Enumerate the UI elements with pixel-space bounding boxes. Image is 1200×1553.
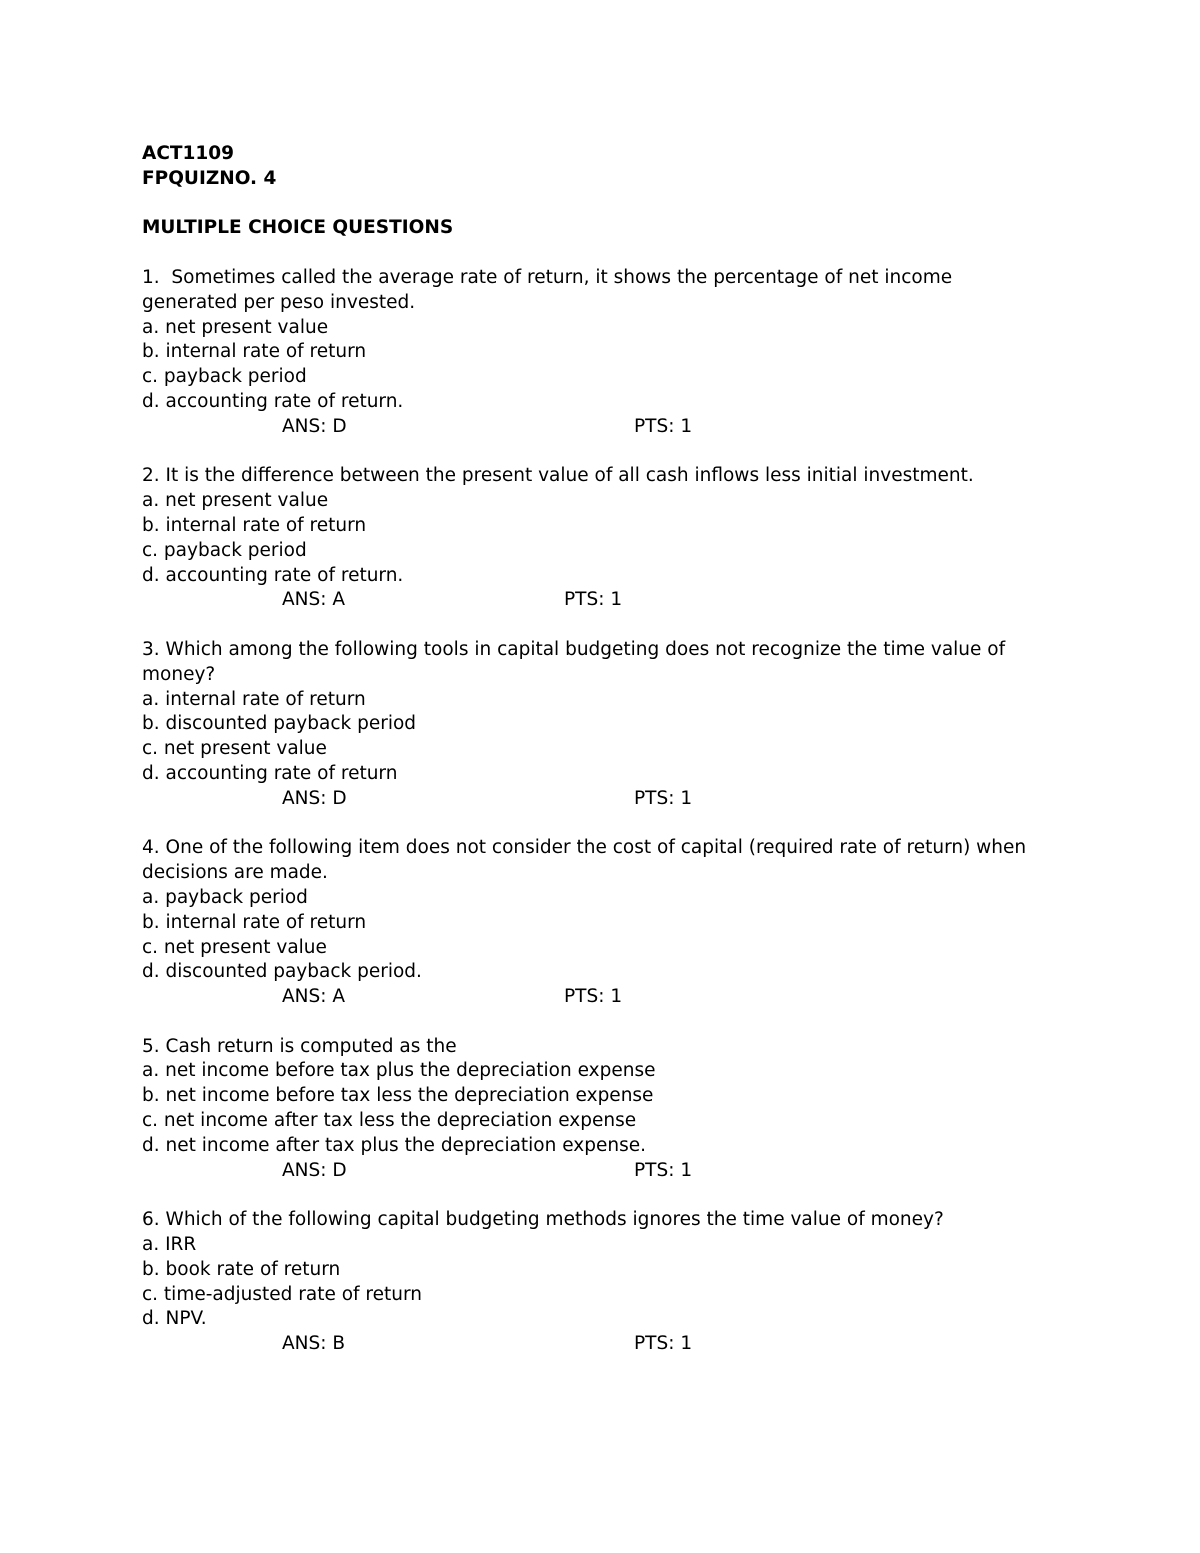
choice-b: b. discounted payback period bbox=[142, 713, 417, 735]
points: PTS: 1 bbox=[564, 589, 623, 611]
points: PTS: 1 bbox=[634, 415, 693, 437]
choice-c: c. net present value bbox=[142, 738, 327, 760]
question-6 bbox=[142, 1208, 1062, 1357]
spacer bbox=[142, 812, 1062, 837]
spacer bbox=[142, 440, 1062, 465]
spacer bbox=[142, 1183, 1062, 1208]
answer-key: ANS: D bbox=[282, 415, 347, 437]
choice-d: d. discounted payback period. bbox=[142, 961, 422, 983]
points: PTS: 1 bbox=[634, 1159, 693, 1181]
section-title: MULTIPLE CHOICE QUESTIONS bbox=[142, 217, 454, 239]
choice-b: b. internal rate of return bbox=[142, 514, 367, 536]
choice-d: d. accounting rate of return. bbox=[142, 390, 404, 412]
question-text: 2. It is the difference between the present value of all cash inflows less initial investment. bbox=[142, 465, 974, 487]
points: PTS: 1 bbox=[634, 787, 693, 809]
quiz-document bbox=[142, 142, 1062, 1357]
choice-a: a. internal rate of return bbox=[142, 688, 366, 710]
choice-c: c. net present value bbox=[142, 936, 327, 958]
choice-c: c. net income after tax less the depreciation expense bbox=[142, 1110, 637, 1132]
choice-b: b. book rate of return bbox=[142, 1258, 341, 1280]
question-text: decisions are made. bbox=[142, 862, 328, 884]
question-text: 1. Sometimes called the average rate of return, it shows the percentage of net income bbox=[142, 266, 953, 288]
choice-d: d. accounting rate of return bbox=[142, 762, 398, 784]
question-text: generated per peso invested. bbox=[142, 291, 416, 313]
choice-d: d. accounting rate of return. bbox=[142, 564, 404, 586]
choice-c: c. time-adjusted rate of return bbox=[142, 1283, 422, 1305]
question-text: 6. Which of the following capital budgeting methods ignores the time value of money? bbox=[142, 1209, 944, 1231]
choice-a: a. net present value bbox=[142, 316, 329, 338]
choice-b: b. internal rate of return bbox=[142, 341, 367, 363]
answer-key: ANS: D bbox=[282, 1159, 347, 1181]
spacer bbox=[142, 1010, 1062, 1035]
question-text: 3. Which among the following tools in capital budgeting does not recognize the time value of bbox=[142, 638, 1006, 660]
choice-a: a. net present value bbox=[142, 490, 329, 512]
answer-key: ANS: A bbox=[282, 589, 346, 611]
answer-row bbox=[142, 1159, 1062, 1184]
spacer bbox=[142, 613, 1062, 638]
choice-a: a. net income before tax plus the depreciation expense bbox=[142, 1060, 656, 1082]
question-3 bbox=[142, 638, 1062, 812]
answer-key: ANS: B bbox=[282, 1333, 346, 1355]
choice-c: c. payback period bbox=[142, 366, 307, 388]
answer-key: ANS: A bbox=[282, 986, 346, 1008]
answer-row bbox=[142, 588, 1062, 613]
answer-key: ANS: D bbox=[282, 787, 347, 809]
question-1 bbox=[142, 266, 1062, 440]
course-code: ACT1109 bbox=[142, 143, 235, 164]
answer-row bbox=[142, 415, 1062, 440]
answer-row bbox=[142, 787, 1062, 812]
answer-row bbox=[142, 1332, 1062, 1357]
question-2 bbox=[142, 464, 1062, 613]
question-text: money? bbox=[142, 663, 216, 685]
quiz-title: FPQUIZNO. 4 bbox=[142, 167, 277, 189]
spacer bbox=[142, 241, 1062, 266]
choice-c: c. payback period bbox=[142, 539, 307, 561]
choice-a: a. IRR bbox=[142, 1234, 197, 1256]
question-text: 5. Cash return is computed as the bbox=[142, 1035, 457, 1057]
question-5 bbox=[142, 1035, 1062, 1184]
choice-d: d. net income after tax plus the depreciation expense. bbox=[142, 1134, 646, 1156]
choice-a: a. payback period bbox=[142, 886, 308, 908]
points: PTS: 1 bbox=[564, 986, 623, 1008]
choice-d: d. NPV. bbox=[142, 1308, 207, 1330]
points: PTS: 1 bbox=[634, 1333, 693, 1355]
question-4 bbox=[142, 836, 1062, 1010]
spacer bbox=[142, 192, 1062, 217]
choice-b: b. internal rate of return bbox=[142, 911, 367, 933]
question-text: 4. One of the following item does not consider the cost of capital (required rate of return) when bbox=[142, 837, 1027, 859]
answer-row bbox=[142, 985, 1062, 1010]
choice-b: b. net income before tax less the depreciation expense bbox=[142, 1085, 654, 1107]
